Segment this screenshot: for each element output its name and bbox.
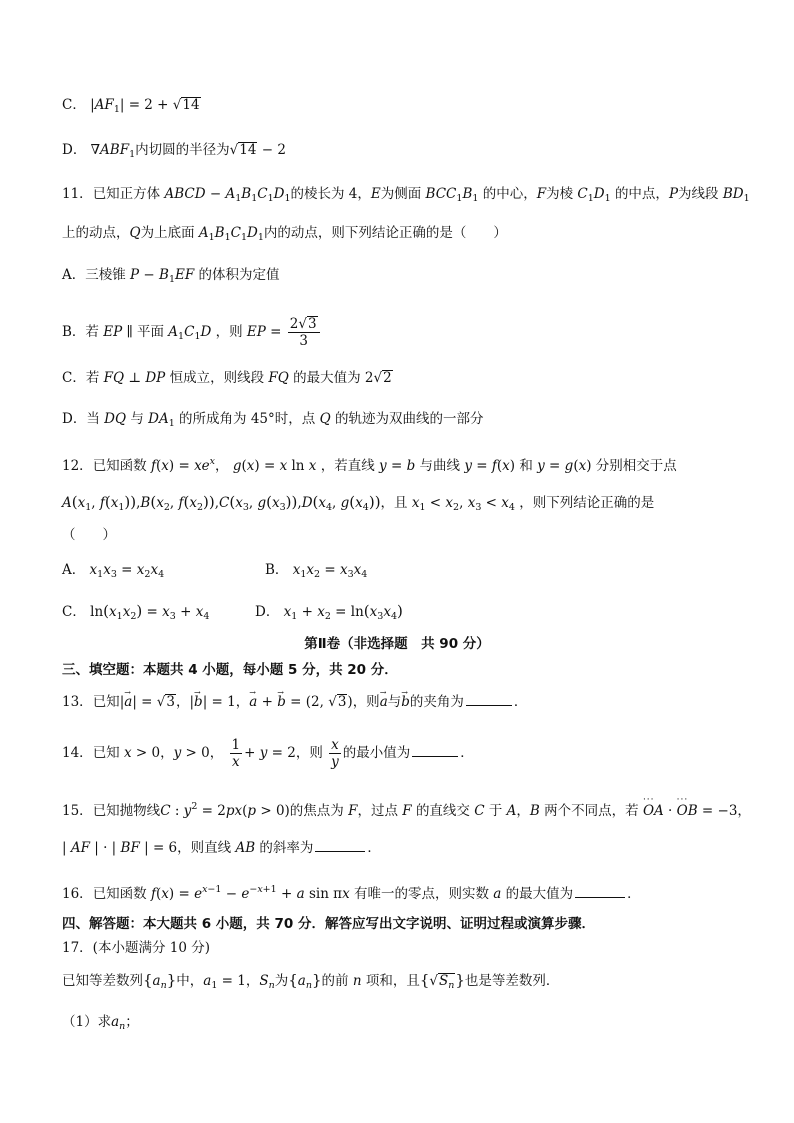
q16: 16．已知函数 $f(x) = e^{x-1} - e^{-x+1} + a$ sin πx 有唯一的零点，则实数 a 的最大值为 ． xyxy=(62,884,641,902)
q12-option-c: C． $\ln(x_1x_2) = x_3 + x_4$ xyxy=(62,602,210,622)
part2-title: 第Ⅱ卷（非选择题 共 90 分） xyxy=(304,636,490,652)
section4-title: 四、解答题：本大题共 6 小题，共 70 分．解答应写出文字说明、证明过程或演算步骤． xyxy=(62,916,595,932)
q10-option-d: D． $\nabla ABF_1$内切圆的半径为√14 − 2 xyxy=(62,142,286,160)
section3-title: 三、填空题：本题共 4 小题，每小题 5 分，共 20 分． xyxy=(62,662,398,678)
q15-line2: | AF | · | BF | = 6，则直线 AB 的斜率为 ． xyxy=(62,840,381,856)
q11-option-d: D．当 DQ 与 $DA_1$ 的所成角为 45°时，点 Q 的轨迹为双曲线的一部分 xyxy=(62,411,484,429)
q12-option-b: B． $x_1x_2 = x_3x_4$ xyxy=(265,562,368,580)
q11-stem-line1: 11．已知正方体 ABCD − $A_1B_1C_1D_1$的棱长为 4，E为侧面 $BCC_1B_1$ 的中心，F为棱 $C_1D_1$ 的中点，P为线段 $BD_1$ xyxy=(62,186,750,204)
q17-heading: 17．(本小题满分 10 分) xyxy=(62,940,210,956)
q11-option-b: B．若 EP ∥ 平面 $A_1C_1D$ ，则 EP = $\frac{2√3}{3}$ xyxy=(62,315,322,354)
q11-option-a: A．三棱锥 $P - B_1EF$ 的体积为定值 xyxy=(62,267,280,285)
q11-stem-line2: 上的动点，Q为上底面 $A_1B_1C_1D_1$内的动点，则下列结论正确的是（ ） xyxy=(62,225,507,243)
q13: 13．已知|→ a| = √3，|→ b| = 1，→ a + → b = (2, √3)，则→ a与→ b的夹角为 ． xyxy=(62,692,527,712)
q12-stem-line2: $A(x_1$, $f(x_1)),B(x_2$, $f(x_2)),C(x_3$, $g(x_3)),D(x_4$, $g(x_4)$)，且 $x_1 < x_2$, $x_3 < x_4$ ，则下列结论正确的是 xyxy=(62,493,655,513)
q15-line1: 15．已知抛物线C : $y^2 = 2px(p > 0)$的焦点为 F，过点 F 的直线交 C 于 A，B 两个不同点，若 ··· OA · ··· OB = −3， xyxy=(62,797,751,821)
q11-option-c: C．若 FQ ⊥ DP 恒成立，则线段 FQ 的最大值为 2√2 xyxy=(62,370,392,386)
q12-option-a: A． $x_1x_3 = x_2x_4$ xyxy=(62,562,165,580)
q12-stem-line3: （ ） xyxy=(62,527,116,543)
q10-option-c: C． $|AF_1| = 2 + √14$ xyxy=(62,97,200,115)
q12-stem-line1: 12．已知函数 $f(x) = xe^x$， g(x) = x ln x ，若直线 y = b 与曲线 y = f(x) 和 y = g(x) 分别相交于点 xyxy=(62,456,677,474)
q17-subquestion-1: （1）求$a_n$； xyxy=(62,1014,139,1032)
q12-option-d: D． $x_1 + x_2 = \ln(x_3x_4)$ xyxy=(255,602,403,622)
q14: 14．已知 x > 0，y > 0， $\frac{1}{x}$ + y = 2，则 $\frac{x}{y}$ 的最小值为 ． xyxy=(62,737,474,770)
q17-stem: 已知等差数列$\{a_n\}$中，$a_1 = 1$，$S_n$为$\{a_n\}$的前 n 项和，且$\{√S_n\}$也是等差数列． xyxy=(62,971,560,991)
